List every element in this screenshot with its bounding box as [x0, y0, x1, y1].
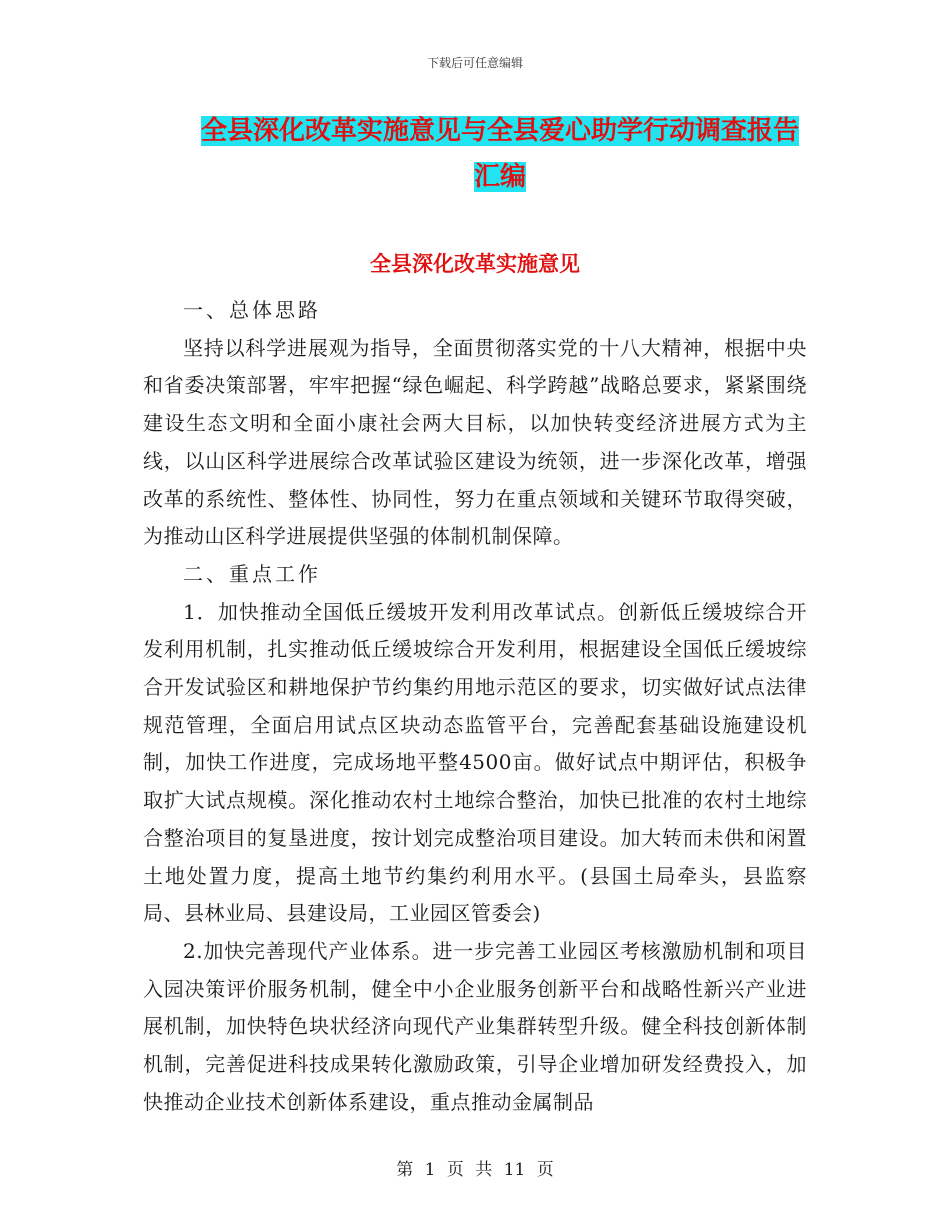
- document-title: [140, 108, 860, 200]
- page-footer: 第 1 页 共 11 页: [396, 1160, 554, 1180]
- paragraph-task-2: 2.加快完善现代产业体系。进一步完善工业园区考核激励机制和项目入园决策评价服务机制，健全中小企业服务创新平台和战略性新兴产业进展机制，加快特色块状经济向现代产业集群转型升级。健全科技创新体制机制，完善促进科技成果转化激励政策，引导企业增加研发经费投入，加快推动企业技术创新体系建设，重点推动金属制品: [143, 938, 807, 1114]
- section-title: 全县深化改革实施意见: [370, 251, 580, 276]
- document-title-line-2: 汇编: [473, 162, 526, 192]
- heading-overall-approach: 一、总体思路: [183, 298, 321, 322]
- heading-key-tasks: 二、重点工作: [183, 561, 321, 586]
- paragraph-task-1: 1．加快推动全国低丘缓坡开发利用改革试点。创新低丘缓坡综合开发利用机制，扎实推动低丘缓坡综合开发利用，根据建设全国低丘缓坡综合开发试验区和耕地保护节约集约用地示范区的要求，切实做好试点法律规范管理，全面启用试点区块动态监管平台，完善配套基础设施建设机制，加快工作进度，完成场地平整4500亩。做好试点中期评估，积极争取扩大试点规模。深化推动农村土地综合整治，加快已批准的农村土地综合整治项目的复垦进度，按计划完成整治项目建设。加大转而未供和闲置土地处置力度，提高土地节约集约利用水平。(县国土局牵头，县监察局、县林业局、县建设局，工业园区管委会): [143, 599, 807, 926]
- document-body: [143, 292, 807, 1121]
- header-note: 下载后可任意编辑: [426, 56, 523, 70]
- paragraph-overall-approach: 坚持以科学进展观为指导，全面贯彻落实党的十八大精神，根据中央和省委决策部署，牢牢把握“绿色崛起、科学跨越”战略总要求，紧紧围绕建设生态文明和全面小康社会两大目标，以加快转变经济进展方式为主线，以山区科学进展综合改革试验区建设为统领，进一步深化改革，增强改革的系统性、整体性、协同性，努力在重点领域和关键环节取得突破，为推动山区科学进展提供坚强的体制机制保障。: [143, 335, 807, 549]
- document-title-line-1: 全县深化改革实施意见与全县爱心助学行动调查报告: [200, 116, 799, 146]
